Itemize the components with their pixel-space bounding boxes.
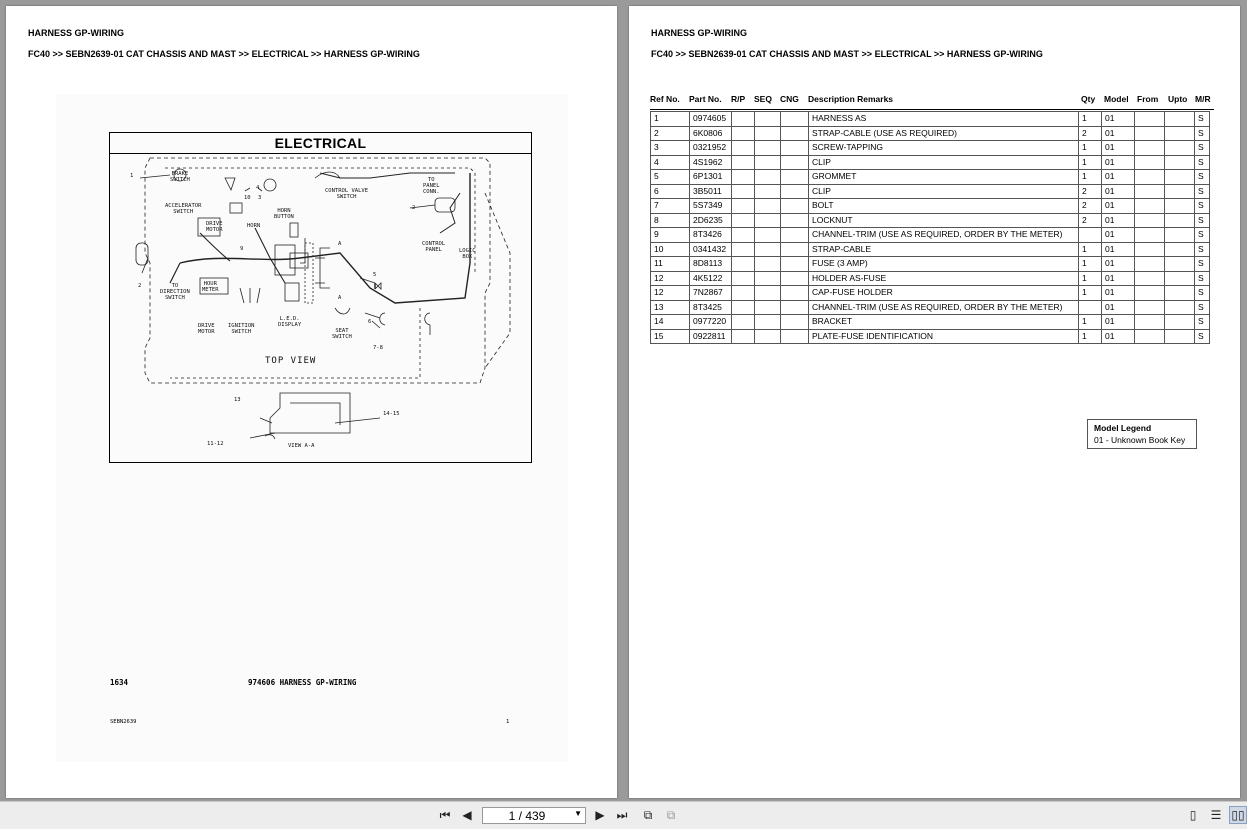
cell-ref: 9: [651, 228, 690, 243]
cell-empty: [755, 257, 781, 272]
cell-qty: 1: [1079, 170, 1102, 185]
label-to-direction-switch: TO DIRECTION SWITCH: [160, 283, 190, 301]
cell-part: 8T3426: [690, 228, 732, 243]
cell-mr: S: [1195, 141, 1210, 156]
col-rp: R/P: [731, 94, 746, 104]
ref-callout-1: 1: [130, 173, 134, 179]
cell-empty: [732, 286, 755, 301]
label-ignition-switch: IGNITION SWITCH: [228, 323, 255, 335]
cell-part: 0974605: [690, 112, 732, 127]
ref-callout-6: 6: [368, 319, 372, 325]
cell-empty: [781, 286, 809, 301]
cell-empty: [1135, 257, 1165, 272]
cell-empty: [781, 213, 809, 228]
cell-mr: S: [1195, 228, 1210, 243]
page-title: HARNESS GP-WIRING: [651, 28, 748, 38]
cell-empty: [1165, 329, 1195, 344]
cell-empty: [732, 315, 755, 330]
model-legend-entry: 01 - Unknown Book Key: [1094, 435, 1186, 445]
cell-empty: [781, 257, 809, 272]
cell-mr: S: [1195, 199, 1210, 214]
cell-model: 01: [1102, 257, 1135, 272]
label-led-display: L.E.D. DISPLAY: [278, 316, 302, 328]
cell-model: 01: [1102, 184, 1135, 199]
cell-model: 01: [1102, 242, 1135, 257]
cell-desc: LOCKNUT: [809, 213, 1079, 228]
col-part-no: Part No.: [689, 94, 722, 104]
cell-model: 01: [1102, 271, 1135, 286]
cell-ref: 4: [651, 155, 690, 170]
ref-callout-5: 5: [373, 272, 377, 278]
cell-desc: HARNESS AS: [809, 112, 1079, 127]
cell-part: 0321952: [690, 141, 732, 156]
cell-qty: 2: [1079, 213, 1102, 228]
cell-desc: HOLDER AS-FUSE: [809, 271, 1079, 286]
cell-qty: 1: [1079, 315, 1102, 330]
right-page: [629, 6, 1240, 798]
col-description: Description Remarks: [808, 94, 894, 104]
next-page-icon[interactable]: ▶: [595, 808, 605, 822]
cell-model: 01: [1102, 213, 1135, 228]
cell-empty: [732, 257, 755, 272]
cell-empty: [732, 141, 755, 156]
figure-caption: 974606 HARNESS GP-WIRING: [248, 678, 357, 687]
cell-empty: [1165, 315, 1195, 330]
cell-empty: [781, 112, 809, 127]
cell-empty: [1135, 213, 1165, 228]
cell-part: 7N2867: [690, 286, 732, 301]
cell-mr: S: [1195, 126, 1210, 141]
cell-ref: 15: [651, 329, 690, 344]
cell-empty: [755, 286, 781, 301]
cell-desc: BRACKET: [809, 315, 1079, 330]
cell-empty: [732, 271, 755, 286]
cell-empty: [732, 242, 755, 257]
breadcrumb: FC40 >> SEBN2639-01 CAT CHASSIS AND MAST >> ELECTRICAL >> HARNESS GP-WIRING: [28, 49, 420, 59]
label-logic-box: LOGIC BOX: [459, 248, 476, 260]
cell-part: 4S1962: [690, 155, 732, 170]
cell-mr: S: [1195, 170, 1210, 185]
cell-empty: [732, 300, 755, 315]
cell-desc: PLATE-FUSE IDENTIFICATION: [809, 329, 1079, 344]
cell-ref: 14: [651, 315, 690, 330]
cell-empty: [732, 184, 755, 199]
cell-empty: [1135, 228, 1165, 243]
cell-empty: [1165, 199, 1195, 214]
cell-ref: 2: [651, 126, 690, 141]
cell-mr: S: [1195, 242, 1210, 257]
cell-part: 3B5011: [690, 184, 732, 199]
parts-illustration: [56, 94, 568, 762]
cell-model: 01: [1102, 112, 1135, 127]
parts-table-header: [650, 94, 1214, 110]
cell-empty: [781, 228, 809, 243]
cell-empty: [732, 170, 755, 185]
cell-part: 6K0806: [690, 126, 732, 141]
label-drive-motor-bottom: DRIVE MOTOR: [198, 323, 215, 335]
cell-qty: 1: [1079, 329, 1102, 344]
cell-desc: CLIP: [809, 155, 1079, 170]
table-row: [651, 112, 1210, 127]
page-indicator: 1 / 439: [508, 809, 546, 823]
cell-part: 0341432: [690, 242, 732, 257]
cell-model: 01: [1102, 286, 1135, 301]
cell-empty: [755, 213, 781, 228]
chevron-down-icon: ▼: [574, 809, 582, 818]
cell-ref: 3: [651, 141, 690, 156]
cell-mr: S: [1195, 329, 1210, 344]
label-hour-meter: HOUR METER: [202, 281, 219, 293]
cell-part: 8T3425: [690, 300, 732, 315]
cell-ref: 5: [651, 170, 690, 185]
go-back-view-icon[interactable]: ⧉: [643, 807, 653, 822]
cell-part: 8D8113: [690, 257, 732, 272]
cell-empty: [781, 271, 809, 286]
cell-qty: 1: [1079, 242, 1102, 257]
cell-qty: 1: [1079, 271, 1102, 286]
table-row: [651, 286, 1210, 301]
cell-empty: [1165, 112, 1195, 127]
table-row: [651, 315, 1210, 330]
cell-desc: FUSE (3 AMP): [809, 257, 1079, 272]
cell-desc: CAP-FUSE HOLDER: [809, 286, 1079, 301]
cell-qty: 1: [1079, 286, 1102, 301]
cell-empty: [1165, 155, 1195, 170]
figure-heading: ELECTRICAL: [274, 135, 367, 151]
cell-empty: [1135, 271, 1165, 286]
cell-empty: [1135, 286, 1165, 301]
cell-part: 0922811: [690, 329, 732, 344]
label-to-panel-conn: TO PANEL CONN.: [423, 177, 440, 195]
col-seq: SEQ: [754, 94, 772, 104]
cell-qty: 2: [1079, 184, 1102, 199]
cell-empty: [755, 155, 781, 170]
cell-empty: [732, 126, 755, 141]
go-forward-view-icon[interactable]: ⧉: [666, 807, 676, 822]
viewer-toolbar: [0, 801, 1247, 829]
cell-empty: [1135, 199, 1165, 214]
cell-desc: CHANNEL-TRIM (USE AS REQUIRED, ORDER BY THE METER): [809, 228, 1079, 243]
cell-empty: [781, 184, 809, 199]
label-horn: HORN: [247, 223, 261, 229]
cell-model: 01: [1102, 155, 1135, 170]
label-drive-motor-top: DRIVE MOTOR: [206, 221, 223, 233]
cell-mr: S: [1195, 315, 1210, 330]
cell-empty: [781, 141, 809, 156]
ref-callout-2b: 2: [412, 205, 416, 211]
cell-qty: 2: [1079, 126, 1102, 141]
cell-mr: S: [1195, 155, 1210, 170]
cell-empty: [1165, 242, 1195, 257]
cell-empty: [1165, 170, 1195, 185]
figure-frame: [109, 132, 532, 463]
table-row: [651, 155, 1210, 170]
cell-empty: [732, 228, 755, 243]
cell-empty: [781, 300, 809, 315]
two-page-view-icon[interactable]: ▯▯: [1229, 806, 1247, 824]
cell-ref: 7: [651, 199, 690, 214]
col-mr: M/R: [1195, 94, 1211, 104]
cell-qty: [1079, 228, 1102, 243]
cell-empty: [755, 141, 781, 156]
table-row: [651, 271, 1210, 286]
cell-qty: 1: [1079, 112, 1102, 127]
section-marker-a-top: A: [338, 241, 342, 247]
cell-qty: [1079, 300, 1102, 315]
ref-callout-2a: 2: [138, 283, 142, 289]
cell-desc: STRAP-CABLE: [809, 242, 1079, 257]
cell-empty: [781, 170, 809, 185]
cell-empty: [755, 300, 781, 315]
cell-empty: [1165, 141, 1195, 156]
cell-empty: [781, 199, 809, 214]
cell-empty: [1165, 184, 1195, 199]
table-row: [651, 170, 1210, 185]
cell-empty: [1165, 271, 1195, 286]
parts-table: [650, 111, 1210, 344]
table-row: [651, 199, 1210, 214]
cell-mr: S: [1195, 184, 1210, 199]
cell-empty: [781, 155, 809, 170]
cell-empty: [732, 329, 755, 344]
ref-callout-9: 9: [240, 246, 244, 252]
cell-empty: [1135, 300, 1165, 315]
cell-model: 01: [1102, 126, 1135, 141]
cell-desc: CLIP: [809, 184, 1079, 199]
cell-ref: 6: [651, 184, 690, 199]
cell-ref: 10: [651, 242, 690, 257]
cell-empty: [755, 112, 781, 127]
ref-callout-7-8: 7-8: [373, 345, 383, 351]
cell-empty: [755, 228, 781, 243]
col-cng: CNG: [780, 94, 799, 104]
cell-empty: [1135, 315, 1165, 330]
model-legend-title: Model Legend: [1094, 423, 1152, 433]
section-marker-a-bottom: A: [338, 295, 342, 301]
cell-mr: S: [1195, 213, 1210, 228]
label-brake-switch: BRAKE SWITCH: [170, 171, 190, 183]
cell-empty: [732, 213, 755, 228]
prev-page-icon[interactable]: ◀: [462, 808, 472, 822]
cell-empty: [1165, 126, 1195, 141]
first-page-icon[interactable]: ⏮: [439, 807, 451, 822]
cell-empty: [1135, 112, 1165, 127]
cell-part: 2D6235: [690, 213, 732, 228]
last-page-icon[interactable]: ⏭: [616, 807, 628, 822]
cell-mr: S: [1195, 257, 1210, 272]
cell-empty: [1135, 141, 1165, 156]
ref-callout-14-15: 14-15: [383, 411, 400, 417]
cell-desc: CHANNEL-TRIM (USE AS REQUIRED, ORDER BY THE METER): [809, 300, 1079, 315]
cell-desc: SCREW-TAPPING: [809, 141, 1079, 156]
page-number-select[interactable]: [482, 807, 586, 824]
cell-empty: [732, 112, 755, 127]
cell-ref: 1: [651, 112, 690, 127]
figure-sheet-number: 1: [506, 719, 510, 725]
cell-empty: [755, 242, 781, 257]
cell-empty: [1135, 170, 1165, 185]
cell-part: 0977220: [690, 315, 732, 330]
cell-part: 5S7349: [690, 199, 732, 214]
label-control-panel: CONTROL PANEL: [422, 241, 446, 253]
cell-ref: 11: [651, 257, 690, 272]
label-top-view: TOP VIEW: [265, 356, 317, 366]
cell-ref: 12: [651, 286, 690, 301]
col-model: Model: [1104, 94, 1129, 104]
cell-ref: 13: [651, 300, 690, 315]
col-from: From: [1137, 94, 1159, 104]
cell-model: 01: [1102, 228, 1135, 243]
label-accelerator-switch: ACCELERATOR SWITCH: [165, 203, 202, 215]
cell-model: 01: [1102, 329, 1135, 344]
page-title: HARNESS GP-WIRING: [28, 28, 125, 38]
cell-empty: [781, 329, 809, 344]
ref-callout-10: 10: [244, 195, 251, 201]
figure-doc-number: SEBN2639: [110, 719, 137, 725]
continuous-view-icon[interactable]: ☰: [1210, 808, 1222, 822]
single-page-view-icon[interactable]: ▯: [1189, 808, 1197, 822]
table-row: [651, 213, 1210, 228]
ref-callout-3: 3: [258, 195, 262, 201]
col-qty: Qty: [1081, 94, 1096, 104]
label-horn-button: HORN BUTTON: [274, 208, 294, 220]
cell-mr: S: [1195, 300, 1210, 315]
cell-empty: [1165, 213, 1195, 228]
table-row: [651, 228, 1210, 243]
ref-callout-4: 4: [256, 185, 260, 191]
cell-qty: 2: [1079, 199, 1102, 214]
cell-part: 6P1301: [690, 170, 732, 185]
cell-empty: [1165, 257, 1195, 272]
cell-empty: [1135, 184, 1165, 199]
cell-mr: S: [1195, 271, 1210, 286]
cell-ref: 8: [651, 213, 690, 228]
label-seat-switch: SEAT SWITCH: [332, 328, 352, 340]
cell-ref: 12: [651, 271, 690, 286]
cell-qty: 1: [1079, 257, 1102, 272]
breadcrumb: FC40 >> SEBN2639-01 CAT CHASSIS AND MAST >> ELECTRICAL >> HARNESS GP-WIRING: [651, 49, 1043, 59]
label-control-valve-switch: CONTROL VALVE SWITCH: [325, 188, 369, 200]
cell-empty: [732, 199, 755, 214]
cell-desc: GROMMET: [809, 170, 1079, 185]
cell-part: 4K5122: [690, 271, 732, 286]
cell-qty: 1: [1079, 141, 1102, 156]
cell-model: 01: [1102, 300, 1135, 315]
left-page: [6, 6, 617, 798]
cell-empty: [1165, 300, 1195, 315]
cell-empty: [1165, 286, 1195, 301]
table-row: [651, 329, 1210, 344]
cell-empty: [755, 126, 781, 141]
table-row: [651, 242, 1210, 257]
cell-model: 01: [1102, 315, 1135, 330]
cell-empty: [755, 170, 781, 185]
cell-model: 01: [1102, 170, 1135, 185]
col-upto: Upto: [1168, 94, 1188, 104]
cell-empty: [781, 242, 809, 257]
cell-mr: S: [1195, 112, 1210, 127]
cell-empty: [1135, 155, 1165, 170]
cell-empty: [755, 199, 781, 214]
table-row: [651, 126, 1210, 141]
cell-empty: [1165, 228, 1195, 243]
col-ref-no: Ref No.: [650, 94, 680, 104]
model-legend: [1087, 419, 1197, 449]
label-view-aa: VIEW A-A: [288, 443, 315, 449]
cell-empty: [781, 315, 809, 330]
cell-mr: S: [1195, 286, 1210, 301]
cell-model: 01: [1102, 199, 1135, 214]
table-row: [651, 141, 1210, 156]
cell-desc: BOLT: [809, 199, 1079, 214]
cell-empty: [755, 271, 781, 286]
ref-callout-11-12: 11-12: [207, 441, 224, 447]
ref-callout-13: 13: [234, 397, 241, 403]
cell-empty: [1135, 242, 1165, 257]
cell-qty: 1: [1079, 155, 1102, 170]
cell-empty: [781, 126, 809, 141]
cell-empty: [755, 184, 781, 199]
cell-empty: [755, 329, 781, 344]
figure-page-number: 1634: [110, 678, 129, 687]
cell-empty: [1135, 329, 1165, 344]
table-row: [651, 257, 1210, 272]
cell-model: 01: [1102, 141, 1135, 156]
table-row: [651, 300, 1210, 315]
cell-empty: [755, 315, 781, 330]
cell-desc: STRAP-CABLE (USE AS REQUIRED): [809, 126, 1079, 141]
cell-empty: [732, 155, 755, 170]
cell-empty: [1135, 126, 1165, 141]
table-row: [651, 184, 1210, 199]
